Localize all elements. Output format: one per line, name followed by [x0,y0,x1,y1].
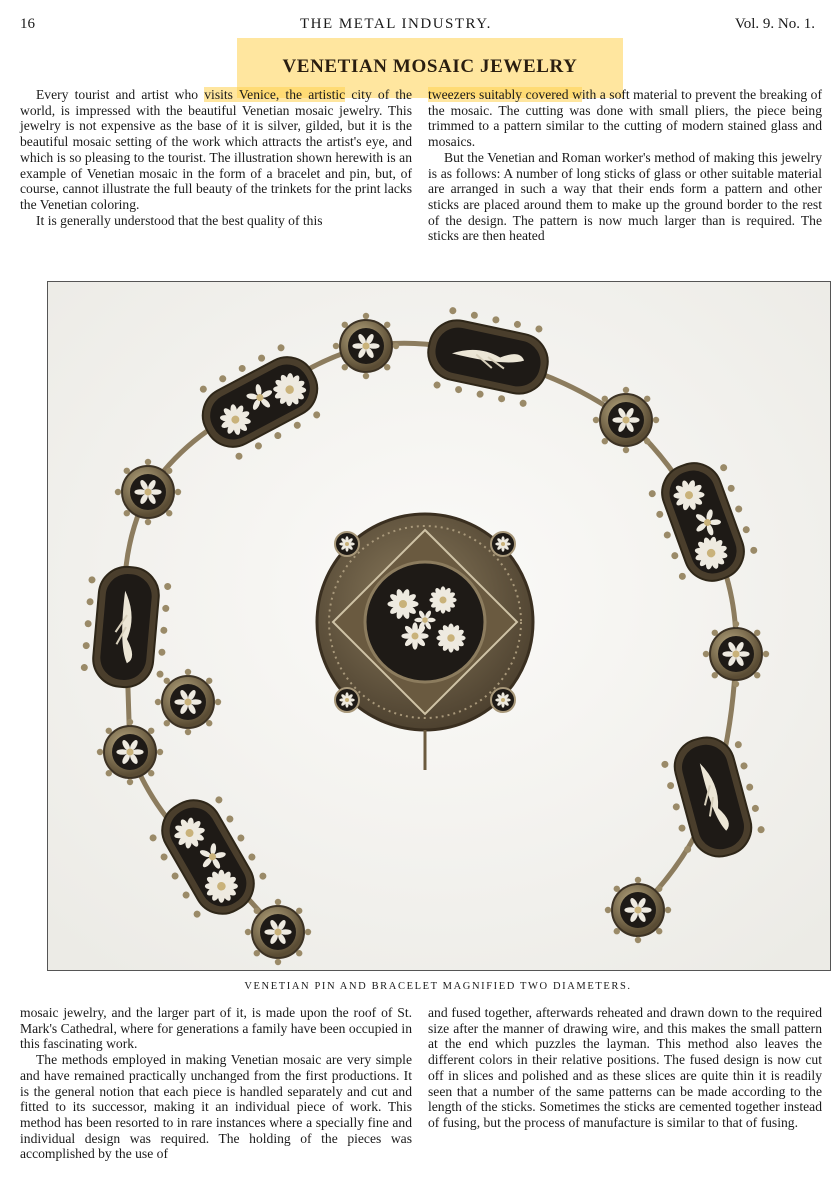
bead-dot [157,749,163,755]
bead-dot [623,447,629,453]
bead-dot [275,899,281,905]
flower-petal [280,929,292,935]
flower-center [733,651,740,658]
flower-petal [190,699,202,705]
volume-number: Vol. 9. No. 1. [734,16,815,32]
bracelet-round-link [115,459,181,525]
bead-dot [254,908,260,914]
bead-dot [384,364,390,370]
bead-dot [124,468,130,474]
flower-petal [612,417,624,423]
flower-center [412,633,419,640]
bead-dot [215,699,221,705]
paragraph [20,87,412,213]
bead-dot [164,720,170,726]
bead-dot [602,438,608,444]
bead-dot [115,489,121,495]
bead-dot [602,396,608,402]
bead-dot [703,651,709,657]
bead-dot [363,373,369,379]
flower-center [185,699,192,706]
paragraph-text: Every tourist and artist who [36,87,205,102]
bracelet-round-link [155,669,221,735]
flower-petal [722,651,734,657]
bead-dot [166,468,172,474]
bead-dot [384,322,390,328]
flower-center [399,600,407,608]
bead-dot [342,364,348,370]
paragraph-text: city of the world, is impressed with the beautiful Venetian mosaic jewelry. This jewelry is not expensive as the base of it is silver, gilded, but it is the beautiful mosaic setting of the work which attracts the artist's eye, and which is so pleasing to the tourist. The illustration shown herewith is an example of Venetian mosaic in the form of a bracelet and pin, but, of course, cannot illustrate the full beauty of the trinkets for the print lacks the Venetian coloring. [20,87,412,212]
bead-dot [106,770,112,776]
bead-dot [127,779,133,785]
bead-dot [148,770,154,776]
highlighted-text: tweezers suitably covered w [428,87,582,102]
bracelet-round-link [97,719,163,785]
bead-dot [305,929,311,935]
bead-dot [245,929,251,935]
bead-dot [127,719,133,725]
bead-dot [644,396,650,402]
flower-center [145,489,152,496]
flower-petal [426,618,435,622]
bead-dot [145,459,151,465]
flower-petal [414,618,423,622]
bead-dot [175,489,181,495]
flower-petal [174,699,186,705]
bead-dot [166,510,172,516]
column-top-right [428,87,822,244]
flower-center [635,907,642,914]
figure-caption: VENETIAN PIN AND BRACELET MAGNIFIED TWO DIAMETERS. [244,981,632,992]
bead-dot [185,729,191,735]
bead-dot [155,699,161,705]
paragraph: The methods employed in making Venetian mosaic are very simple and have remained practically unchanged from the first productions. It is the general notion that each piece is handled separately and cut and fitted to its successor, making it an individual piece of work. This method has been resorted to in rare instances where a specially fine and individual design was required. The holding of the pieces was accomplished by the use of [20,1052,412,1162]
paragraph-text: ith a soft material to prevent the breaking of the mosaic. The cutting was done with small pliers, the piece being trimmed to a pattern similar to the cutting of modern stained glass and mosaics. [428,87,822,150]
bracelet-round-link [333,313,399,379]
bead-dot [296,950,302,956]
bracelet-round-link [703,621,769,687]
bead-dot [644,438,650,444]
bracelet-round-link [605,877,671,943]
bead-dot [614,928,620,934]
paragraph [428,87,822,150]
bead-dot [206,678,212,684]
bead-dot [148,728,154,734]
flower-center [275,929,282,936]
flower-center [501,542,505,546]
flower-petal [150,489,162,495]
flower-center [345,542,349,546]
flower-petal [368,343,380,349]
bead-dot [656,928,662,934]
bead-dot [712,630,718,636]
bead-dot [653,417,659,423]
bead-dot [275,959,281,965]
bead-dot [712,672,718,678]
flower-center [363,343,370,350]
bead-dot [635,937,641,943]
flower-petal [264,929,276,935]
jewelry-illustration [48,282,830,970]
jewelry-photograph [47,281,831,971]
column-bottom-left [20,1005,412,1162]
bead-dot [124,510,130,516]
bead-dot [656,886,662,892]
flower-petal [116,749,128,755]
paragraph: But the Venetian and Roman worker's method of making this jewelry is as follows: A number of long sticks of glass or other suitable material are arranged in such a way that their ends form a pattern and other sticks are placed around them to make up the ground border to the rest of the design. The pattern is now much larger than is required. The sticks are then heated [428,149,822,244]
column-top-left [20,87,412,228]
bracelet-round-link [593,387,659,453]
bracelet-round-link [245,899,311,965]
flower-petal [738,651,750,657]
bead-dot [206,720,212,726]
flower-petal [134,489,146,495]
bead-dot [185,669,191,675]
article-title: VENETIAN MOSAIC JEWELRY [282,56,578,77]
bead-dot [333,343,339,349]
bead-dot [393,343,399,349]
paragraph: mosaic jewelry, and the larger part of it, is made upon the roof of St. Mark's Cathedral, where for generations a family have been occupied in this fascinating work. [20,1005,412,1052]
bead-dot [106,728,112,734]
bead-dot [164,678,170,684]
bead-dot [665,907,671,913]
column-bottom-right [428,1005,822,1131]
flower-center [447,634,455,642]
bead-dot [296,908,302,914]
highlighted-text: visits Venice, the artistic [204,87,346,102]
bead-dot [614,886,620,892]
bead-dot [733,681,739,687]
page-number: 16 [20,16,35,32]
flower-center [501,698,505,702]
bead-dot [623,387,629,393]
flower-petal [352,343,364,349]
journal-title: THE METAL INDUSTRY. [300,16,492,32]
bead-dot [733,621,739,627]
flower-petal [624,907,636,913]
flower-center [440,597,447,604]
bead-dot [763,651,769,657]
flower-center [345,698,349,702]
bead-dot [145,519,151,525]
bead-dot [605,907,611,913]
bead-dot [363,313,369,319]
flower-petal [132,749,144,755]
bead-dot [254,950,260,956]
paragraph: It is generally understood that the best quality of this [36,212,323,228]
paragraph: and fused together, afterwards reheated and drawn down to the required size after the manner of drawing wire, and this makes the small pattern at the end which puzzles the layman. This method also leaves the different colors in their relative positions. The fused design is now cut off in slices and polished and as these slices are quite thin it is readily seen that a number of the same patterns can be made according to the length of the sticks. Sometimes the sticks are cemented together instead of fusing, but the process of manufacture is similar to that of fusing. [428,1005,822,1130]
flower-center [127,749,134,756]
bead-dot [754,672,760,678]
flower-petal [640,907,652,913]
bead-dot [97,749,103,755]
flower-center [422,617,428,623]
bead-dot [754,630,760,636]
flower-center [623,417,630,424]
flower-petal [628,417,640,423]
bead-dot [635,877,641,883]
bead-dot [342,322,348,328]
page-header [0,16,839,38]
bead-dot [593,417,599,423]
